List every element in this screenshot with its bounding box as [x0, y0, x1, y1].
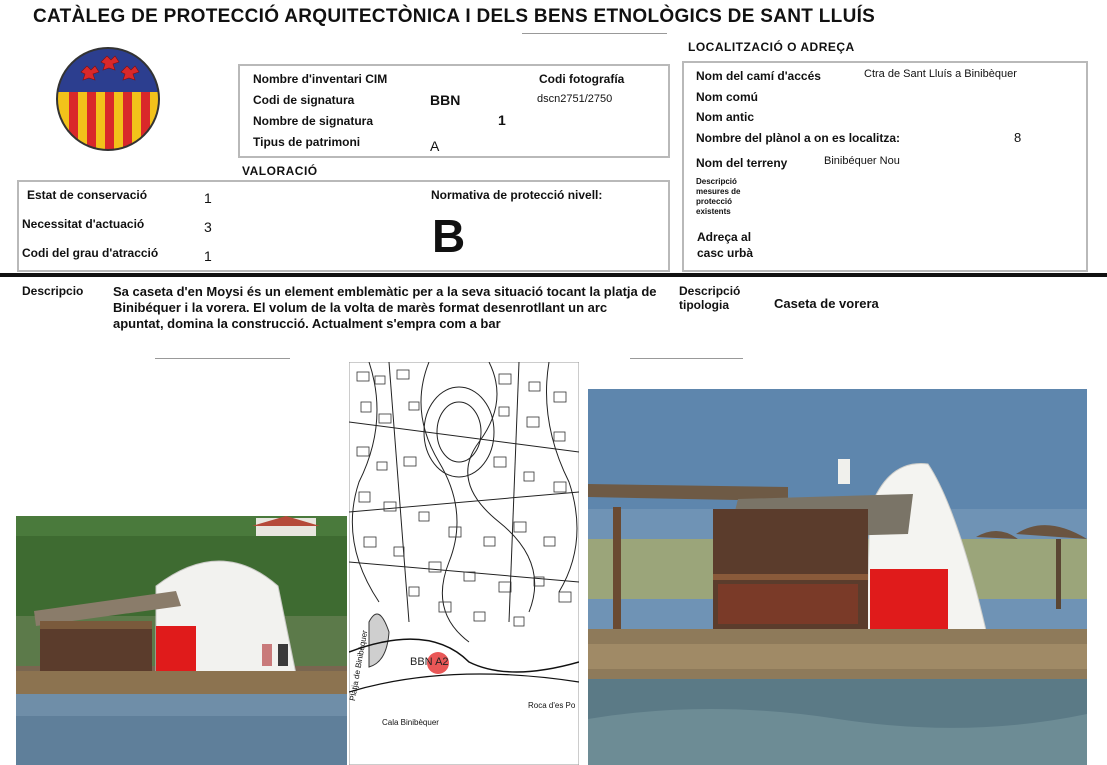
protection-measures-label — [696, 177, 740, 217]
photo-code-label: Codi fotografía — [539, 72, 625, 86]
conservation-value: 1 — [204, 190, 212, 206]
protection-level-label: Normativa de protecció nivell: — [431, 188, 603, 202]
signature-code-label: Codi de signatura — [253, 93, 355, 107]
land-name-value: Binibéquer Nou — [824, 155, 900, 167]
land-name-label: Nom del terreny — [696, 156, 788, 170]
section-separator — [0, 273, 1107, 277]
common-name-label: Nom comú — [696, 90, 759, 104]
action-need-value: 3 — [204, 219, 212, 235]
urban-address-line: Adreça al — [697, 230, 752, 244]
old-name-label: Nom antic — [696, 110, 755, 124]
typology-label-line: Descripció — [679, 284, 741, 298]
location-section-title: LOCALITZACIÓ O ADREÇA — [688, 40, 855, 54]
map-rock-label: Roca d'es Po — [528, 701, 576, 710]
protection-measures-line: protecció — [696, 197, 733, 206]
description-underline — [155, 358, 290, 359]
signature-number-value: 1 — [498, 112, 506, 128]
conservation-label: Estat de conservació — [27, 188, 148, 202]
building-photo-left — [16, 516, 347, 765]
plan-number-value: 8 — [1014, 130, 1022, 145]
page-title: CATÀLEG DE PROTECCIÓ ARQUITECTÒNICA I DELS BENS ETNOLÒGICS DE SANT LLUÍS — [33, 6, 876, 27]
access-road-label: Nom del camí d'accés — [696, 69, 821, 83]
title-underline — [522, 33, 667, 34]
typology-underline — [630, 358, 743, 359]
access-road-value: Ctra de Sant Lluís a Binibèquer — [864, 68, 1017, 80]
map-beach-label: Platja de Binibèquer — [348, 629, 370, 702]
map-cove-label: Cala Binibèquer — [382, 718, 439, 727]
plan-number-label: Nombre del plànol a on es localitza: — [696, 131, 901, 145]
attraction-label: Codi del grau d'atracció — [22, 246, 159, 260]
signature-number-label: Nombre de signatura — [253, 114, 374, 128]
protection-measures-line: existents — [696, 207, 731, 216]
heritage-type-value: A — [430, 138, 440, 154]
protection-measures-line: mesures de — [696, 187, 741, 196]
coat-of-arms-icon — [53, 44, 163, 154]
description-text: Sa caseta d'en Moysi és un element emblemàtic per a la seva situació tocant la platja de Binibéquer i la vorera. El volum de la volta de marès format desenrotllant un arc apuntat, domina la construcció. Actualment s'empra com a bar — [113, 284, 657, 331]
attraction-value: 1 — [204, 248, 212, 264]
signature-code-value: BBN — [430, 92, 461, 108]
urban-address-label — [697, 229, 753, 261]
description-label: Descripcio — [22, 284, 84, 298]
typology-value: Caseta de vorera — [774, 296, 879, 311]
action-need-label: Necessitat d'actuació — [22, 217, 145, 231]
protection-level-value: B — [432, 210, 466, 262]
building-photo-right — [588, 389, 1087, 765]
typology-label — [679, 284, 740, 312]
heritage-type-label: Tipus de patrimoni — [253, 135, 361, 149]
map-marker-label: BBN A2 — [410, 656, 449, 668]
typology-label-line: tipologia — [679, 298, 729, 312]
protection-measures-line: Descripció — [696, 177, 737, 186]
inventory-number-label: Nombre d'inventari CIM — [253, 72, 388, 86]
valuation-section-title: VALORACIÓ — [242, 164, 318, 178]
photo-code-value: dscn2751/2750 — [537, 93, 613, 105]
urban-address-line: casc urbà — [697, 246, 754, 260]
